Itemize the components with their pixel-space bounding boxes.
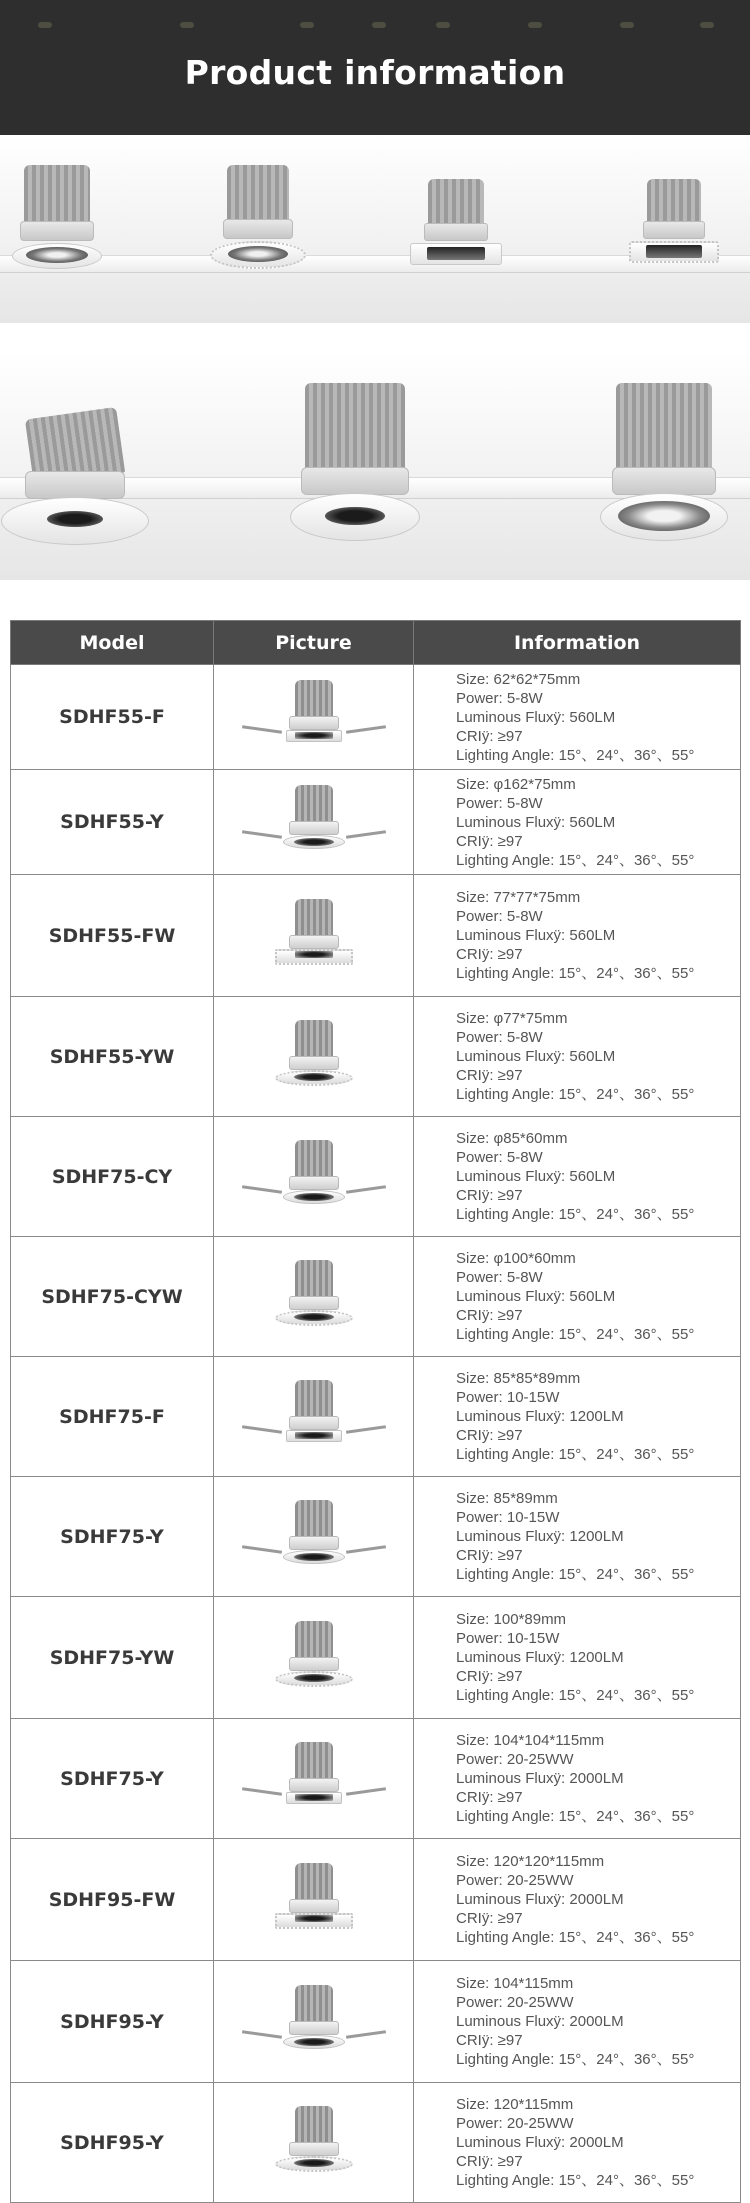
recessed-square-downlight-icon [234, 1738, 394, 1820]
info-cri [456, 727, 740, 746]
square-downlight-image [408, 179, 504, 279]
info-power-value: 10-15W [506, 1509, 560, 1526]
info-flux-value: 2000LM [569, 2134, 624, 2151]
info-size [456, 1129, 740, 1148]
info-cri-label: CRIÿ: [456, 1187, 498, 1204]
info-power-value: 5-8W [506, 794, 543, 812]
info-size-value: φ85*60mm [493, 1130, 568, 1147]
model-cell: SDHF75-Y [11, 1477, 214, 1597]
trimless-square-downlight-icon [234, 895, 394, 977]
info-power [456, 689, 740, 708]
picture-cell [214, 1839, 414, 1961]
info-flux-label: Luminous Fluxÿ: [456, 2013, 570, 2030]
info-size [456, 1852, 740, 1871]
info-angle-label: Lighting Angle: [456, 1326, 559, 1343]
info-cri [456, 1667, 740, 1686]
info-angle-label: Lighting Angle: [456, 965, 559, 982]
info-angle [456, 2171, 740, 2190]
info-flux [456, 2133, 740, 2152]
info-cri-value: ≥97 [497, 946, 523, 963]
info-cri-label: CRIÿ: [456, 1427, 498, 1444]
info-angle-value: 15°、24°、36°、55° [558, 2172, 695, 2189]
info-size-label: Size: [456, 1250, 494, 1267]
info-power-label: Power: [456, 1029, 507, 1046]
info-flux-label: Luminous Fluxÿ: [456, 708, 570, 726]
info-power [456, 1508, 740, 1527]
picture-cell [214, 1237, 414, 1357]
info-flux-label: Luminous Fluxÿ: [456, 1408, 570, 1425]
large-round-downlight-image [290, 383, 420, 553]
table-row [11, 1597, 741, 1719]
info-flux-label: Luminous Fluxÿ: [456, 1528, 570, 1545]
info-cri-label: CRIÿ: [456, 727, 498, 745]
table-row [11, 1839, 741, 1961]
info-angle-label: Lighting Angle: [456, 1086, 559, 1103]
info-power [456, 1148, 740, 1167]
column-header-information: Information [414, 621, 741, 665]
info-angle-label: Lighting Angle: [456, 1929, 559, 1946]
info-cri-label: CRIÿ: [456, 1547, 498, 1564]
info-flux-label: Luminous Fluxÿ: [456, 813, 570, 831]
info-angle-value: 15°、24°、36°、55° [558, 1566, 695, 1583]
information-cell [414, 770, 741, 875]
large-round-downlight-image [0, 413, 150, 553]
info-size [456, 775, 740, 794]
trimless-round-downlight-icon [234, 1016, 394, 1098]
info-size [456, 670, 740, 689]
info-flux-value: 2000LM [569, 1891, 624, 1908]
info-size [456, 2095, 740, 2114]
info-cri-value: ≥97 [497, 1307, 523, 1324]
info-size-label: Size: [456, 2096, 494, 2113]
model-cell: SDHF55-F [11, 665, 214, 770]
info-cri-label: CRIÿ: [456, 2032, 498, 2049]
information-cell [414, 2083, 741, 2203]
info-angle-value: 15°、24°、36°、55° [558, 1326, 695, 1343]
info-power-label: Power: [456, 1509, 507, 1526]
model-cell: SDHF95-FW [11, 1839, 214, 1961]
info-power [456, 1993, 740, 2012]
information-cell [414, 1477, 741, 1597]
info-angle-label: Lighting Angle: [456, 1446, 559, 1463]
info-power-value: 5-8W [506, 1029, 543, 1046]
info-size-value: φ100*60mm [493, 1250, 576, 1267]
info-power [456, 1268, 740, 1287]
info-power-label: Power: [456, 794, 507, 812]
info-size [456, 888, 740, 907]
info-flux [456, 1047, 740, 1066]
info-cri [456, 2031, 740, 2050]
table-row [11, 665, 741, 770]
trimless-round-downlight-icon [234, 2102, 394, 2184]
info-power [456, 794, 740, 813]
picture-cell [214, 1117, 414, 1237]
info-angle [456, 1807, 740, 1826]
info-flux [456, 813, 740, 832]
trimless-square-downlight-icon [234, 1859, 394, 1941]
info-angle-value: 15°、24°、36°、55° [558, 1206, 695, 1223]
round-trimless-downlight-image [210, 165, 306, 275]
info-size-value: 85*89mm [493, 1490, 558, 1507]
information-cell [414, 1237, 741, 1357]
info-angle-label: Lighting Angle: [456, 851, 559, 869]
info-angle-value: 15°、24°、36°、55° [558, 1687, 695, 1704]
info-angle-label: Lighting Angle: [456, 2051, 559, 2068]
info-cri-value: ≥97 [497, 1427, 523, 1444]
picture-cell [214, 1357, 414, 1477]
info-power-value: 20-25WW [506, 1994, 574, 2011]
product-banner-bottom [0, 353, 750, 580]
info-size-label: Size: [456, 1975, 494, 1992]
table-row [11, 997, 741, 1117]
info-cri [456, 1066, 740, 1085]
info-size [456, 1610, 740, 1629]
info-size-label: Size: [456, 1732, 494, 1749]
info-power-label: Power: [456, 908, 507, 925]
info-power [456, 907, 740, 926]
info-angle [456, 1686, 740, 1705]
info-flux-value: 1200LM [569, 1649, 624, 1666]
info-cri [456, 1306, 740, 1325]
table-header-row [11, 621, 741, 665]
info-size-value: 85*85*89mm [493, 1370, 581, 1387]
info-flux-label: Luminous Fluxÿ: [456, 2134, 570, 2151]
information-cell [414, 1117, 741, 1237]
info-angle-value: 15°、24°、36°、55° [558, 1086, 695, 1103]
info-flux-value: 1200LM [569, 1408, 624, 1425]
table-row [11, 1117, 741, 1237]
info-angle [456, 1928, 740, 1947]
recessed-round-downlight-icon [234, 1496, 394, 1578]
picture-cell [214, 770, 414, 875]
info-power [456, 1871, 740, 1890]
info-angle-label: Lighting Angle: [456, 1687, 559, 1704]
info-flux-label: Luminous Fluxÿ: [456, 1048, 570, 1065]
picture-cell [214, 997, 414, 1117]
info-angle [456, 1565, 740, 1584]
info-angle [456, 851, 740, 870]
information-cell [414, 1357, 741, 1477]
info-cri-label: CRIÿ: [456, 832, 498, 850]
square-trimless-downlight-image [626, 179, 722, 279]
large-round-reflector-downlight-image [600, 383, 728, 553]
info-cri-label: CRIÿ: [456, 1789, 498, 1806]
info-cri [456, 2152, 740, 2171]
model-cell: SDHF75-YW [11, 1597, 214, 1719]
info-flux-label: Luminous Fluxÿ: [456, 1288, 570, 1305]
info-power-value: 20-25WW [506, 2115, 574, 2132]
info-size [456, 1489, 740, 1508]
info-angle-value: 15°、24°、36°、55° [558, 746, 695, 764]
info-cri-value: ≥97 [497, 1910, 523, 1927]
info-power [456, 2114, 740, 2133]
info-size-value: 62*62*75mm [493, 670, 581, 688]
picture-cell [214, 1719, 414, 1839]
info-power-label: Power: [456, 1872, 507, 1889]
info-power-value: 5-8W [506, 689, 543, 707]
info-flux-label: Luminous Fluxÿ: [456, 1891, 570, 1908]
info-flux-value: 560LM [569, 1168, 616, 1185]
info-size-value: 100*89mm [493, 1611, 567, 1628]
info-angle [456, 964, 740, 983]
info-flux [456, 2012, 740, 2031]
info-flux-value: 560LM [569, 708, 616, 726]
info-flux [456, 1648, 740, 1667]
info-power-label: Power: [456, 1994, 507, 2011]
info-flux-value: 560LM [569, 813, 616, 831]
table-row [11, 2083, 741, 2203]
recessed-round-downlight-icon [234, 1981, 394, 2063]
table-row [11, 1237, 741, 1357]
info-flux [456, 1769, 740, 1788]
info-power-label: Power: [456, 1630, 507, 1647]
info-angle [456, 1325, 740, 1344]
info-size-label: Size: [456, 1010, 494, 1027]
info-power-value: 10-15W [506, 1630, 560, 1647]
model-cell: SDHF55-FW [11, 875, 214, 997]
info-angle [456, 1445, 740, 1464]
spec-table [10, 620, 741, 2203]
info-cri-value: ≥97 [497, 2032, 523, 2049]
info-size-label: Size: [456, 775, 494, 793]
information-cell [414, 1719, 741, 1839]
info-cri [456, 1426, 740, 1445]
info-power-value: 20-25WW [506, 1751, 574, 1768]
info-flux-value: 560LM [569, 1048, 616, 1065]
info-cri [456, 945, 740, 964]
info-cri [456, 1788, 740, 1807]
info-flux [456, 926, 740, 945]
info-flux-value: 2000LM [569, 1770, 624, 1787]
information-cell [414, 1597, 741, 1719]
info-angle-label: Lighting Angle: [456, 1808, 559, 1825]
trimless-round-downlight-icon [234, 1256, 394, 1338]
info-cri-value: ≥97 [497, 2153, 523, 2170]
info-angle-label: Lighting Angle: [456, 746, 559, 764]
info-cri-value: ≥97 [497, 1789, 523, 1806]
info-power-value: 20-25WW [506, 1872, 574, 1889]
info-flux [456, 1287, 740, 1306]
info-size [456, 1731, 740, 1750]
info-cri-label: CRIÿ: [456, 946, 498, 963]
info-power [456, 1388, 740, 1407]
info-size-value: 120*115mm [493, 2096, 574, 2113]
info-angle [456, 1085, 740, 1104]
info-cri-label: CRIÿ: [456, 1910, 498, 1927]
info-cri-value: ≥97 [497, 1067, 523, 1084]
info-flux [456, 1407, 740, 1426]
page-header [0, 0, 750, 135]
model-cell: SDHF55-Y [11, 770, 214, 875]
picture-cell [214, 1961, 414, 2083]
info-cri-label: CRIÿ: [456, 1067, 498, 1084]
info-flux-value: 560LM [569, 1288, 616, 1305]
column-header-model: Model [11, 621, 214, 665]
table-row [11, 770, 741, 875]
info-size-label: Size: [456, 1611, 494, 1628]
info-cri-value: ≥97 [497, 1668, 523, 1685]
model-cell: SDHF75-CY [11, 1117, 214, 1237]
info-angle-label: Lighting Angle: [456, 2172, 559, 2189]
info-angle-label: Lighting Angle: [456, 1566, 559, 1583]
information-cell [414, 875, 741, 997]
info-flux [456, 1890, 740, 1909]
model-cell: SDHF95-Y [11, 2083, 214, 2203]
picture-cell [214, 1477, 414, 1597]
info-size-value: 120*120*115mm [493, 1853, 605, 1870]
picture-cell [214, 875, 414, 997]
info-power-value: 10-15W [506, 1389, 560, 1406]
recessed-square-downlight-icon [234, 1376, 394, 1458]
info-power-label: Power: [456, 2115, 507, 2132]
information-cell [414, 1839, 741, 1961]
info-flux [456, 1167, 740, 1186]
info-size-label: Size: [456, 1130, 494, 1147]
picture-cell [214, 665, 414, 770]
info-angle-value: 15°、24°、36°、55° [558, 1808, 695, 1825]
model-cell: SDHF75-CYW [11, 1237, 214, 1357]
info-flux-value: 1200LM [569, 1528, 624, 1545]
info-size-label: Size: [456, 1370, 494, 1387]
product-banner-top [0, 135, 750, 323]
table-row [11, 1961, 741, 2083]
info-flux-value: 2000LM [569, 2013, 624, 2030]
info-angle [456, 1205, 740, 1224]
info-flux-label: Luminous Fluxÿ: [456, 927, 570, 944]
info-size [456, 1249, 740, 1268]
info-size-label: Size: [456, 1490, 494, 1507]
info-size-value: φ162*75mm [493, 775, 576, 793]
info-flux [456, 1527, 740, 1546]
info-size [456, 1009, 740, 1028]
info-cri-value: ≥97 [497, 832, 523, 850]
round-downlight-image [12, 165, 102, 275]
info-flux-label: Luminous Fluxÿ: [456, 1649, 570, 1666]
model-cell: SDHF75-Y [11, 1719, 214, 1839]
info-cri [456, 1546, 740, 1565]
info-size-label: Size: [456, 670, 494, 688]
info-power [456, 1629, 740, 1648]
info-cri [456, 1909, 740, 1928]
info-cri [456, 1186, 740, 1205]
info-power-label: Power: [456, 1389, 507, 1406]
model-cell: SDHF95-Y [11, 1961, 214, 2083]
trimless-round-downlight-icon [234, 1617, 394, 1699]
picture-cell [214, 2083, 414, 2203]
information-cell [414, 997, 741, 1117]
info-power-value: 5-8W [506, 1149, 543, 1166]
header-decoration [0, 22, 750, 32]
info-size-value: 104*104*115mm [493, 1732, 605, 1749]
info-flux-label: Luminous Fluxÿ: [456, 1770, 570, 1787]
recessed-round-downlight-icon [234, 781, 394, 863]
recessed-round-downlight-icon [234, 1136, 394, 1218]
info-cri-value: ≥97 [497, 727, 523, 745]
table-row [11, 875, 741, 997]
recessed-square-downlight-icon [234, 676, 394, 758]
info-size [456, 1369, 740, 1388]
info-cri-label: CRIÿ: [456, 1307, 498, 1324]
page-title: Product information [184, 53, 566, 92]
info-cri-label: CRIÿ: [456, 2153, 498, 2170]
info-cri-value: ≥97 [497, 1187, 523, 1204]
info-size-label: Size: [456, 889, 494, 906]
info-size-value: 104*115mm [493, 1975, 574, 1992]
model-cell: SDHF55-YW [11, 997, 214, 1117]
info-flux-label: Luminous Fluxÿ: [456, 1168, 570, 1185]
info-power-label: Power: [456, 1269, 507, 1286]
info-flux-value: 560LM [569, 927, 616, 944]
table-row [11, 1719, 741, 1839]
info-angle-value: 15°、24°、36°、55° [558, 1446, 695, 1463]
picture-cell [214, 1597, 414, 1719]
info-angle-value: 15°、24°、36°、55° [558, 965, 695, 982]
information-cell [414, 1961, 741, 2083]
info-angle-value: 15°、24°、36°、55° [558, 1929, 695, 1946]
info-angle-label: Lighting Angle: [456, 1206, 559, 1223]
table-row [11, 1477, 741, 1597]
info-power-value: 5-8W [506, 908, 543, 925]
info-power-label: Power: [456, 1149, 507, 1166]
info-angle [456, 2050, 740, 2069]
information-cell [414, 665, 741, 770]
info-size [456, 1974, 740, 1993]
info-size-value: 77*77*75mm [493, 889, 581, 906]
info-power-label: Power: [456, 1751, 507, 1768]
info-angle [456, 746, 740, 765]
info-cri-value: ≥97 [497, 1547, 523, 1564]
info-size-value: φ77*75mm [493, 1010, 568, 1027]
info-power-value: 5-8W [506, 1269, 543, 1286]
info-power [456, 1750, 740, 1769]
info-power [456, 1028, 740, 1047]
info-size-label: Size: [456, 1853, 494, 1870]
info-cri-label: CRIÿ: [456, 1668, 498, 1685]
info-cri [456, 832, 740, 851]
info-power-label: Power: [456, 689, 507, 707]
info-flux [456, 708, 740, 727]
column-header-picture: Picture [214, 621, 414, 665]
info-angle-value: 15°、24°、36°、55° [558, 2051, 695, 2068]
info-angle-value: 15°、24°、36°、55° [558, 851, 695, 869]
model-cell: SDHF75-F [11, 1357, 214, 1477]
table-row [11, 1357, 741, 1477]
